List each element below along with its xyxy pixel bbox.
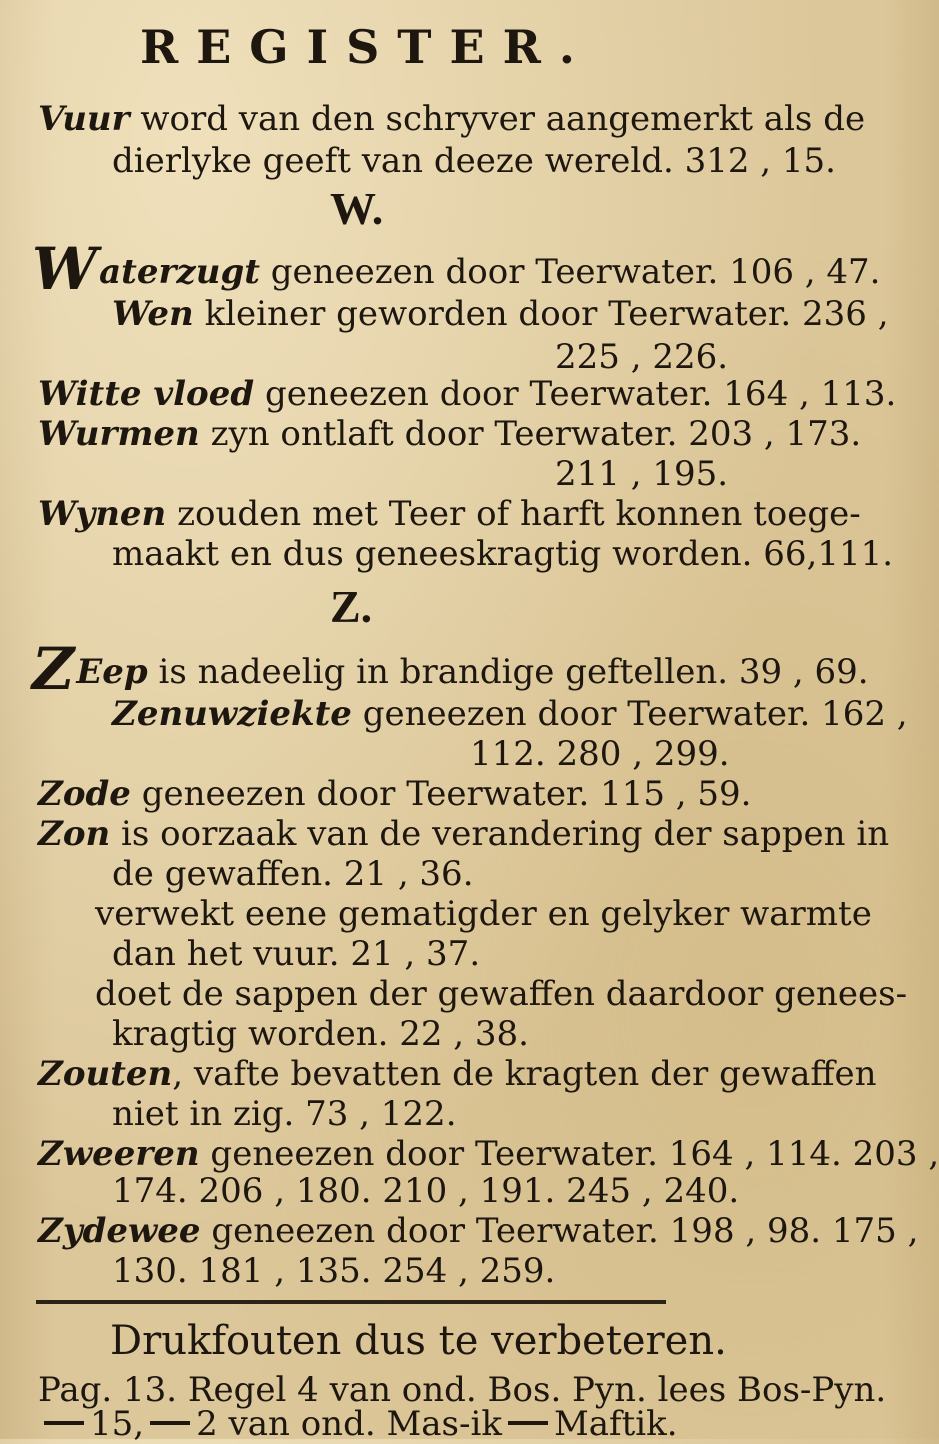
entry-line [38,1055,877,1093]
entry-text: 174. 206 , 180. 210 , 191. 245 , 240. [112,1171,740,1211]
errata-text: 15, [90,1404,145,1444]
entry-line [112,1095,457,1133]
entry-line [38,375,896,413]
entry-line [112,1252,555,1290]
entry-line [112,142,836,180]
entry-term: aterzugt [99,252,260,292]
entry-text: 225 , 226. [555,337,729,377]
entry-term: Zydewee [38,1211,201,1251]
entry-term: Eep [76,652,148,692]
entry-line [112,855,474,893]
entry-text: , vafte bevatten de kragten der gewaffen [172,1054,877,1094]
entry-text: 130. 181 , 135. 254 , 259. [112,1251,556,1291]
errata-line [38,1404,678,1444]
entry-text: geneezen door Teerwater. 164 , 114. 203 , [199,1134,939,1174]
entry-line [95,895,872,933]
entry-text: de gewaffen. 21 , 36. [112,854,474,894]
entry-line [112,935,480,973]
entry-term: Wurmen [38,414,200,454]
entry-line [38,100,865,138]
errata-text: Maftik. [553,1404,678,1444]
entry-line [38,775,751,813]
entry-text: zouden met Teer of harft konnen toege- [166,494,861,534]
errata-text: 2 van ond. Mas-ik [196,1404,502,1444]
entry-text: niet in zig. 73 , 122. [112,1094,457,1134]
entry-term: Witte vloed [38,374,255,414]
entry-text: doet de sappen der gewaffen daardoor genees- [95,974,908,1014]
entry-line [112,295,889,333]
initial-capital: Z [32,635,75,703]
entry-line [95,975,907,1013]
entry-line [32,635,869,703]
initial-capital: W [32,235,98,303]
entry-term: Vuur [38,99,130,139]
entry-term: Wen [112,294,194,334]
entry-line [112,1015,529,1053]
section-heading-z: Z. [330,581,373,632]
entry-text: maakt en dus geneeskragtig worden. 66,111. [112,534,894,574]
entry-term: Wynen [38,494,167,534]
entry-text: geneezen door Teerwater. 162 , [351,694,908,734]
entry-line [38,495,861,533]
entry-text: geneezen door Teerwater. 106 , 47. [259,252,881,292]
entry-text: verwekt eene gematigder en gelyker warmte [95,894,872,934]
entry-line [470,735,730,773]
entry-term: Zweeren [38,1134,200,1174]
entry-text: kleiner geworden door Teerwater. 236 , [193,294,889,334]
section-heading-w: W. [330,183,384,234]
entry-line [112,1172,739,1210]
entry-line [38,1212,918,1250]
entry-text: geneezen door Teerwater. 198 , 98. 175 , [200,1211,919,1251]
entry-text: kragtig worden. 22 , 38. [112,1014,529,1054]
errata-title: Drukfouten dus te verbeteren. [110,1318,727,1364]
entry-line [38,415,861,453]
entry-line [112,535,893,573]
ditto-dash [508,1421,548,1425]
entry-text: zyn ontlaft door Teerwater. 203 , 173. [199,414,862,454]
entry-text: geneezen door Teerwater. 164 , 113. [254,374,897,414]
errata-line: Pag. 13. Regel 4 van ond. Bos. Pyn. lees Bos-Pyn. [38,1370,887,1410]
entry-text: dierlyke geeft van deeze wereld. 312 , 15. [112,141,836,181]
entry-line [112,695,908,733]
entry-text: dan het vuur. 21 , 37. [112,934,481,974]
entry-text: is oorzaak van de verandering der sappen in [110,814,890,854]
section-divider [36,1300,666,1304]
entry-line [38,1135,939,1173]
entry-line [38,815,889,853]
entry-term: Zenuwziekte [112,694,352,734]
entry-term: Zon [38,814,111,854]
entry-term: Zode [38,774,131,814]
entry-text: 112. 280 , 299. [470,734,730,774]
ditto-dash [150,1421,190,1425]
entry-text: 211 , 195. [555,454,729,494]
entry-text: geneezen door Teerwater. 115 , 59. [130,774,752,814]
entry-text: word van den schryver aangemerkt als de [129,99,866,139]
entry-text: is nadeelig in brandige geftellen. 39 , 69. [147,652,869,692]
entry-line [555,338,728,376]
ditto-dash [44,1421,84,1425]
entry-line [555,455,728,493]
page-header: REGISTER. [140,20,593,74]
entry-term: Zouten [38,1054,173,1094]
entry-line [32,235,881,303]
